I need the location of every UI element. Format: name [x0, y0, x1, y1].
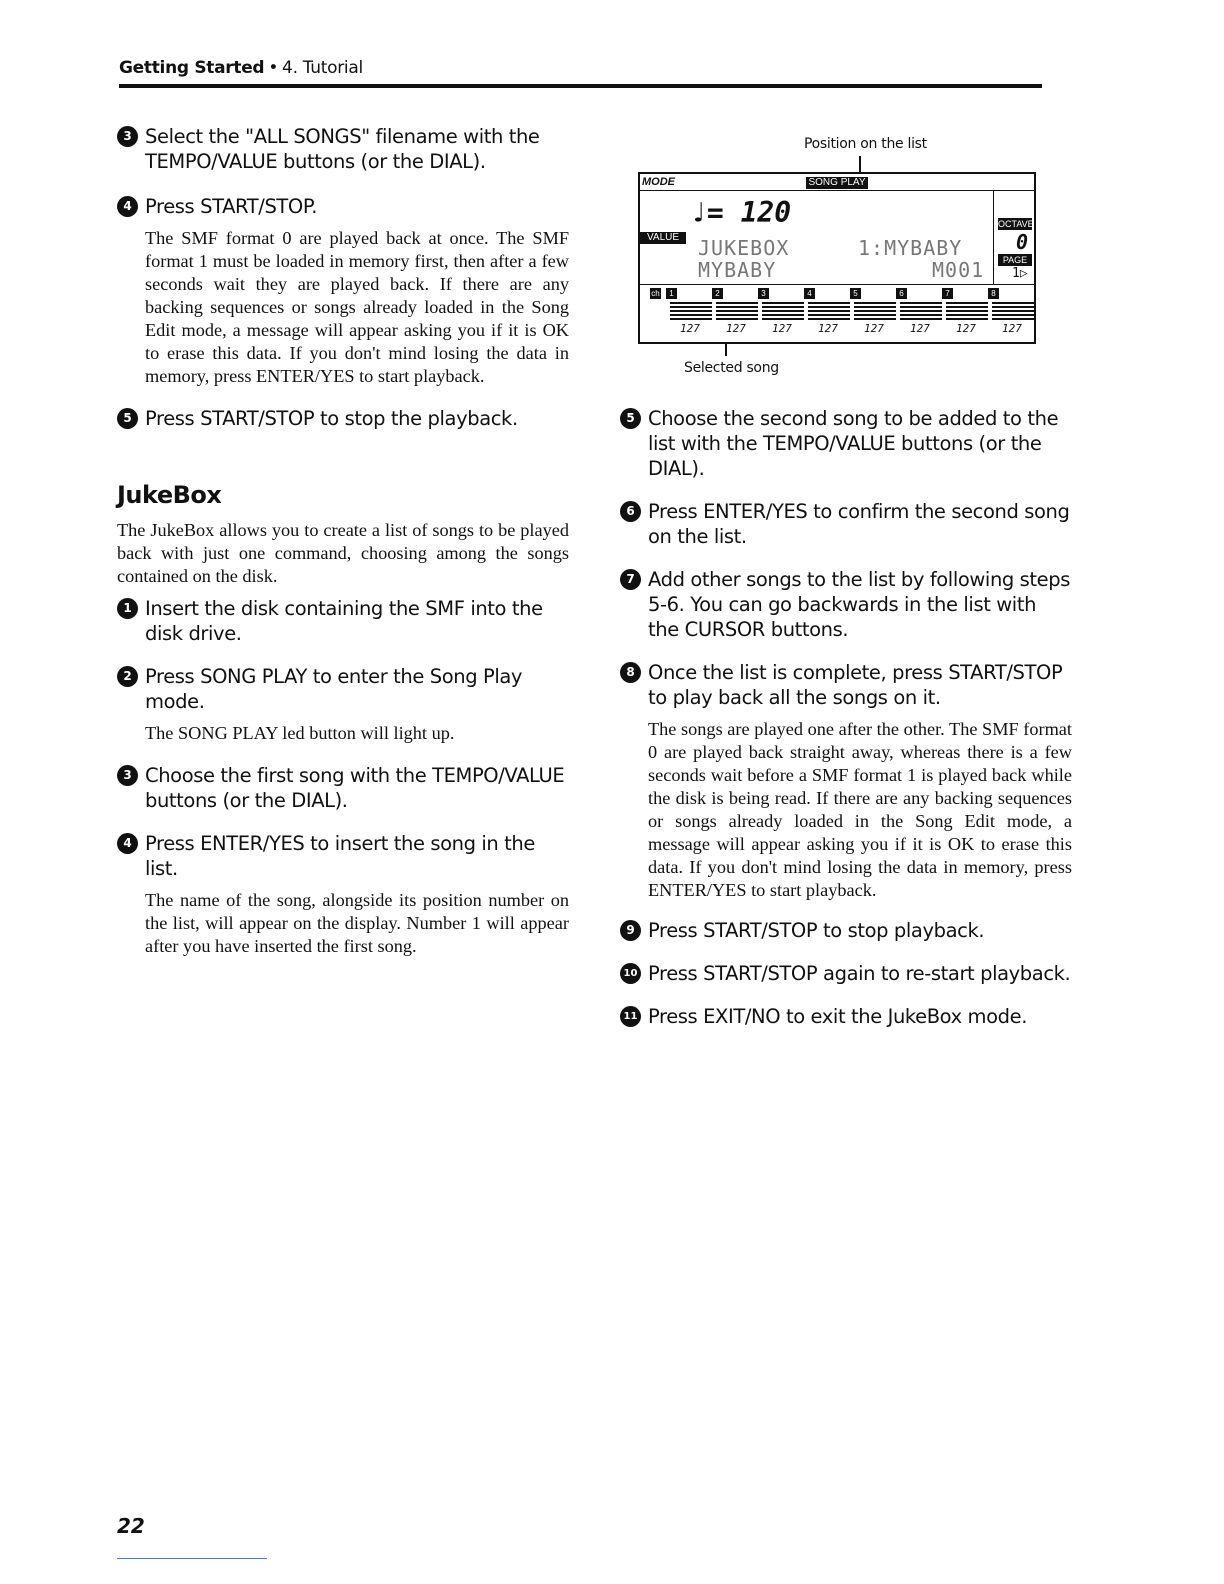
- step-item: [620, 1004, 1072, 1029]
- step-text: Press EXIT/NO to exit the JukeBox mode.: [648, 1005, 1028, 1028]
- channel-level-bars: [946, 302, 988, 320]
- step-text: Press SONG PLAY to enter the Song Play mode.: [145, 665, 523, 713]
- step-item: [117, 763, 569, 813]
- song-play-tag: SONG PLAY: [806, 177, 868, 189]
- step-body: The SMF format 0 are played back at once. The SMF format 1 must be loaded in memory first, then after a few seconds wait they are played back. If there are any backing sequences or songs already loaded in the Song Edit mode, a message will appear asking you if it is OK to erase this data. If you don't mind losing the data in memory, press ENTER/YES to start playback.: [145, 228, 569, 386]
- step-number: 5: [117, 408, 138, 429]
- lcd-mid-rule: [640, 284, 1034, 285]
- channel-number: 5: [850, 288, 861, 299]
- step-text: Press ENTER/YES to insert the song in the list.: [145, 832, 535, 880]
- channel-number: 7: [942, 288, 953, 299]
- channel-level: 127: [864, 322, 884, 335]
- channel-number: 3: [758, 288, 769, 299]
- step-text: Press START/STOP to stop playback.: [648, 919, 985, 942]
- page-number: 22: [117, 1514, 145, 1538]
- step-number: 5: [620, 408, 641, 429]
- mode-label: MODE: [642, 176, 675, 188]
- section-title: JukeBox: [117, 481, 222, 509]
- step-item: [117, 831, 569, 881]
- channel-number: 4: [804, 288, 815, 299]
- channel-level-bars: [992, 302, 1034, 320]
- header-chapter: 4. Tutorial: [282, 58, 363, 78]
- step-text: Choose the first song with the TEMPO/VALUE buttons (or the DIAL).: [145, 764, 565, 812]
- step-body: The SONG PLAY led button will light up.: [145, 723, 455, 743]
- step-text: Select the "ALL SONGS" filename with the TEMPO/VALUE buttons (or the DIAL).: [145, 125, 540, 173]
- step-number: 11: [620, 1006, 641, 1027]
- step-text: Press ENTER/YES to confirm the second song on the list.: [648, 500, 1070, 548]
- channel-level-bars: [854, 302, 896, 320]
- lcd-line2-left: MYBABY: [698, 258, 777, 282]
- step-item: [620, 406, 1072, 481]
- octave-tag: OCTAVE: [998, 219, 1034, 229]
- step-item: [620, 660, 1072, 710]
- header-bullet: •: [268, 58, 279, 78]
- step-number: 2: [117, 666, 138, 687]
- step-number: 6: [620, 501, 641, 522]
- channel-number: 8: [988, 288, 999, 299]
- channel-level: 127: [818, 322, 838, 335]
- value-tag: VALUE: [640, 232, 686, 244]
- channel-level: 127: [680, 322, 700, 335]
- octave-divider: [993, 191, 994, 284]
- step-number: 8: [620, 662, 641, 683]
- lcd-line1-left: JUKEBOX: [698, 236, 790, 260]
- page-tag: PAGE: [998, 254, 1032, 266]
- channel-level: 127: [772, 322, 792, 335]
- step-item: [620, 918, 1072, 943]
- step-item: [117, 124, 569, 174]
- step-number: 1: [117, 598, 138, 619]
- step-number: 9: [620, 920, 641, 941]
- header-section: Getting Started: [119, 58, 265, 78]
- section-intro: The JukeBox allows you to create a list of songs to be played back with just one command, choosing among the songs contained on the disk.: [117, 520, 569, 586]
- channel-level: 127: [1002, 322, 1022, 335]
- footer-rule: [117, 1558, 267, 1559]
- channel-level-bars: [716, 302, 758, 320]
- tempo-readout: ♩= 120: [690, 196, 792, 229]
- step-number: 3: [117, 126, 138, 147]
- callout-selected: Selected song: [684, 360, 779, 376]
- step-body: The songs are played one after the other. The SMF format 0 are played back straight away, whereas there is a few seconds wait before a SMF format 1 is played back while the disk is being read. If there are any backing sequences or songs already loaded in the Song Edit mode, a message will appear asking you if it is OK to erase this data. If you don't mind losing the data in memory, press ENTER/YES to start playback.: [648, 719, 1072, 900]
- step-body: The name of the song, alongside its position number on the list, will appear on the display. Number 1 will appear after you have inserted the first song.: [145, 890, 569, 956]
- page-header: [119, 58, 1041, 78]
- header-rule: [119, 84, 1042, 88]
- step-item: [620, 567, 1072, 642]
- step-item: [620, 961, 1072, 986]
- channel-level-bars: [900, 302, 942, 320]
- step-item: [117, 596, 569, 646]
- right-column: [620, 406, 1072, 1029]
- channel-level: 127: [956, 322, 976, 335]
- lcd-illustration: [620, 130, 1080, 390]
- step-text: Choose the second song to be added to the list with the TEMPO/VALUE buttons (or the DIAL).: [648, 407, 1059, 480]
- channel-level: 127: [726, 322, 746, 335]
- channel-level: 127: [910, 322, 930, 335]
- step-number: 4: [117, 833, 138, 854]
- step-item: [620, 499, 1072, 549]
- step-text: Insert the disk containing the SMF into the disk drive.: [145, 597, 543, 645]
- step-text: Once the list is complete, press START/STOP to play back all the songs on it.: [648, 661, 1063, 709]
- channel-level-bars: [808, 302, 850, 320]
- step-text: Add other songs to the list by following steps 5-6. You can go backwards in the list with the CURSOR buttons.: [648, 568, 1071, 641]
- step-item: [117, 664, 569, 714]
- page-value: 1▷: [1012, 266, 1028, 281]
- channel-number: 6: [896, 288, 907, 299]
- step-number: 7: [620, 569, 641, 590]
- callout-position: Position on the list: [804, 136, 927, 152]
- ch-tag: ch: [651, 289, 660, 298]
- lcd-top-rule: [640, 190, 1034, 191]
- lcd-line1-right: 1:MYBABY: [858, 236, 963, 260]
- step-number: 10: [620, 963, 641, 984]
- step-text: Press START/STOP to stop the playback.: [145, 407, 518, 430]
- lcd-screen: [638, 172, 1036, 344]
- step-number: 3: [117, 765, 138, 786]
- channel-level-bars: [670, 302, 712, 320]
- octave-value: 0: [1016, 230, 1029, 254]
- step-number: 4: [117, 196, 138, 217]
- lcd-line2-right: M001: [932, 258, 985, 282]
- left-column: [117, 124, 569, 958]
- channel-number: 1: [666, 288, 677, 299]
- channel-level-bars: [762, 302, 804, 320]
- step-item: [117, 194, 569, 219]
- step-item: [117, 406, 569, 431]
- step-text: Press START/STOP again to re-start playback.: [648, 962, 1071, 985]
- channel-number: 2: [712, 288, 723, 299]
- step-text: Press START/STOP.: [145, 195, 318, 218]
